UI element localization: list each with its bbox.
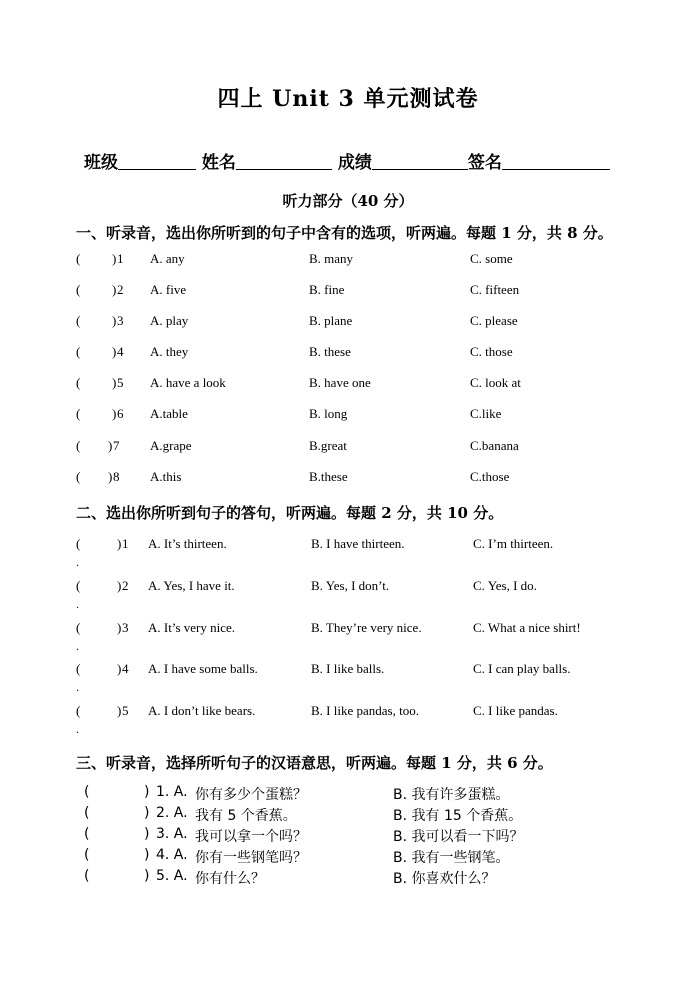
question-number: 4 (122, 661, 129, 676)
option-c: C. those (470, 344, 513, 359)
list-item: ( ) 8 A.this B.these C.those (76, 469, 510, 484)
option-c: C. some (470, 251, 513, 266)
list-item: ( ) 3 A. It’s very nice. B. They’re very nice. C. What a nice shirt! (76, 620, 581, 635)
option-a: A.grape (150, 438, 192, 453)
option-c: C. I can play balls. (473, 661, 571, 676)
option-c: C.banana (470, 438, 519, 453)
question-number: 7 (113, 438, 120, 453)
question-number: 2. A. (156, 805, 188, 821)
option-a: 你有多少个蛋糕？ (195, 787, 307, 803)
option-b: B. 我可以看一下吗？ (393, 829, 524, 845)
score-label: 成绩 (337, 153, 372, 173)
option-a: A. play (150, 313, 189, 328)
list-item: ( ) 4 A. they B. these C. those (76, 344, 513, 359)
question-number: 4. A. (156, 847, 188, 863)
question-number: 6 (117, 406, 124, 421)
question-number: 8 (113, 469, 120, 484)
list-item: ( ) 5 A. I don’t like bears. B. I like pandas, too. C. I like pandas. (76, 703, 558, 718)
option-a: A. any (150, 251, 185, 266)
question-number: 1. A. (156, 784, 188, 800)
option-c: C.like (470, 406, 502, 421)
question-number: 2 (117, 282, 124, 297)
option-a: A. I have some balls. (148, 661, 258, 676)
option-b: B. 你喜欢什么？ (393, 871, 496, 887)
option-c: C. please (470, 313, 518, 328)
option-a: A. have a look (150, 375, 226, 390)
option-a: 你有什么？ (195, 871, 265, 887)
option-b: B. 我有 15 个香蕉。 (393, 808, 523, 824)
question-number: 3. A. (156, 826, 188, 842)
option-c: C. Yes, I do. (473, 578, 537, 593)
option-b: B. long (309, 406, 348, 421)
option-b: B. 我有许多蛋糕。 (393, 787, 510, 803)
sign-blank[interactable] (502, 151, 610, 170)
option-a: A. I don’t like bears. (148, 703, 256, 718)
student-info-line (84, 148, 644, 173)
option-a: A. It’s thirteen. (148, 536, 227, 551)
row-dot: . (76, 642, 80, 653)
score-blank[interactable] (372, 151, 468, 170)
option-c: C. I like pandas. (473, 703, 558, 718)
option-c: C. fifteen (470, 282, 520, 297)
class-blank[interactable] (118, 151, 196, 170)
sign-label: 签名 (467, 153, 502, 173)
section1-heading: 一、听录音，选出你所听到的句子中含有的选项，听两遍。每题 1 分，共 8 分。 (76, 224, 613, 242)
list-item: ( ) 4 A. I have some balls. B. I like balls. C. I can play balls. (76, 661, 571, 676)
option-c: C.those (470, 469, 510, 484)
question-number: 1 (117, 251, 124, 266)
option-b: B. fine (309, 282, 345, 297)
question-number: 5 (117, 375, 124, 390)
option-a: 你有一些钢笔吗？ (195, 850, 307, 866)
section3-heading: 三、听录音，选择所听句子的汉语意思，听两遍。每题 1 分，共 6 分。 (76, 754, 553, 772)
question-number: 3 (117, 313, 124, 328)
listening-part-title: 听力部分（40 分） (282, 192, 414, 210)
option-b: B. I like pandas, too. (311, 703, 419, 718)
class-label: 班级 (84, 153, 118, 173)
option-b: B.these (309, 469, 348, 484)
option-b: B. 我有一些钢笔。 (393, 850, 510, 866)
row-dot: . (76, 725, 80, 736)
question-number: 3 (122, 620, 129, 635)
option-b: B.great (309, 438, 347, 453)
section2-heading: 二、选出你所听到句子的答句，听两遍。每题 2 分，共 10 分。 (76, 504, 504, 522)
row-dot: . (76, 600, 80, 611)
list-item: ( ) 3 A. play B. plane C. please (76, 313, 518, 328)
question-number: 1 (122, 536, 129, 551)
list-item: ( ) 1 A. It’s thirteen. B. I have thirteen. C. I’m thirteen. (76, 536, 554, 551)
option-b: B. I like balls. (311, 661, 385, 676)
name-blank[interactable] (236, 151, 332, 170)
option-a: A.table (150, 406, 188, 421)
option-b: B. I have thirteen. (311, 536, 405, 551)
option-b: B. They’re very nice. (311, 620, 422, 635)
option-c: C. look at (470, 375, 521, 390)
list-item: ( ) 6 A.table B. long C.like (76, 406, 502, 421)
question-number: 5. A. (156, 868, 188, 884)
question-number: 4 (117, 344, 124, 359)
list-item: ( ) 5 A. have a look B. have one C. look at (76, 375, 521, 390)
option-a: A.this (150, 469, 182, 484)
option-c: C. I’m thirteen. (473, 536, 554, 551)
option-a: A. Yes, I have it. (148, 578, 235, 593)
list-item: ( ) 7 A.grape B.great C.banana (76, 438, 519, 453)
option-b: B. plane (309, 313, 353, 328)
option-b: B. these (309, 344, 351, 359)
option-a: 我有 5 个香蕉。 (195, 808, 297, 824)
question-number: 5 (122, 703, 129, 718)
option-a: A. It’s very nice. (148, 620, 236, 635)
row-dot: . (76, 558, 80, 569)
option-a: A. five (150, 282, 187, 297)
option-b: B. have one (309, 375, 371, 390)
option-b: B. Yes, I don’t. (311, 578, 390, 593)
list-item: ( ) 2 A. five B. fine C. fifteen (76, 282, 520, 297)
option-b: B. many (309, 251, 354, 266)
row-dot: . (76, 683, 80, 694)
name-label: 姓名 (201, 153, 236, 173)
worksheet-page: 四上 Unit 3 单元测试卷 班级 姓名 成绩 签名 听力部分（40 分） 一、听录音，选出你所听到的句子中含有的选项，听两遍。每题 1 分，共 8 分。 ( ) 1 A. any B. many C. some ( ) 2 A. five B. fine C. fifteen ( ) 3 A. play B. plane C. please ( ) 4 A. they B. these C. those ( ) 5 A. have a look B. have one C. look at ( ) 6 A.table B. long C.like ( ) 7 A.grape B.great C.banana ( ) 8 A.this B.these C.those 二、选出你所听到句子的答句，听两遍。每题 2 分，共 10 分。 ( ) 1 A. It’s thirteen. B. I have thirteen. C. I’m thirteen. . ( ) 2 A. Yes, I have it. B. Yes, I don’t. C. Yes, I do. . ( ) 3 A. It’s very nice. B. They’re very nice. C. What a nice shirt! . ( ) 4 A. I have some balls. B. I like balls. C. I can play balls. . ( ) 5 A. I don’t like bears. B. I like pandas, too. C. I like pandas. . 三、听录音，选择所听句子的汉语意思，听两遍。每题 1 分，共 6 分。 ( ) 1. A. 你有多少个蛋糕？ B. 我有许多蛋糕。 ( ) 2. A. 我有 5 个香蕉。 B. 我有 15 个香蕉。 ( ) 3. A. 我可以拿一个吗？ B. 我可以看一下吗？ ( ) 4. A. 你有一些钢笔吗？ B. 我有一些钢笔。 ( ) 5. A. 你有什么？ B. 你喜欢什么？ (0, 0, 696, 983)
page-title: 四上 Unit 3 单元测试卷 (217, 86, 479, 112)
option-a: 我可以拿一个吗？ (195, 829, 307, 845)
question-number: 2 (122, 578, 129, 593)
list-item: ( ) 1 A. any B. many C. some (76, 251, 513, 266)
option-a: A. they (150, 344, 189, 359)
list-item: ( ) 2 A. Yes, I have it. B. Yes, I don’t. C. Yes, I do. (76, 578, 537, 593)
option-c: C. What a nice shirt! (473, 620, 581, 635)
